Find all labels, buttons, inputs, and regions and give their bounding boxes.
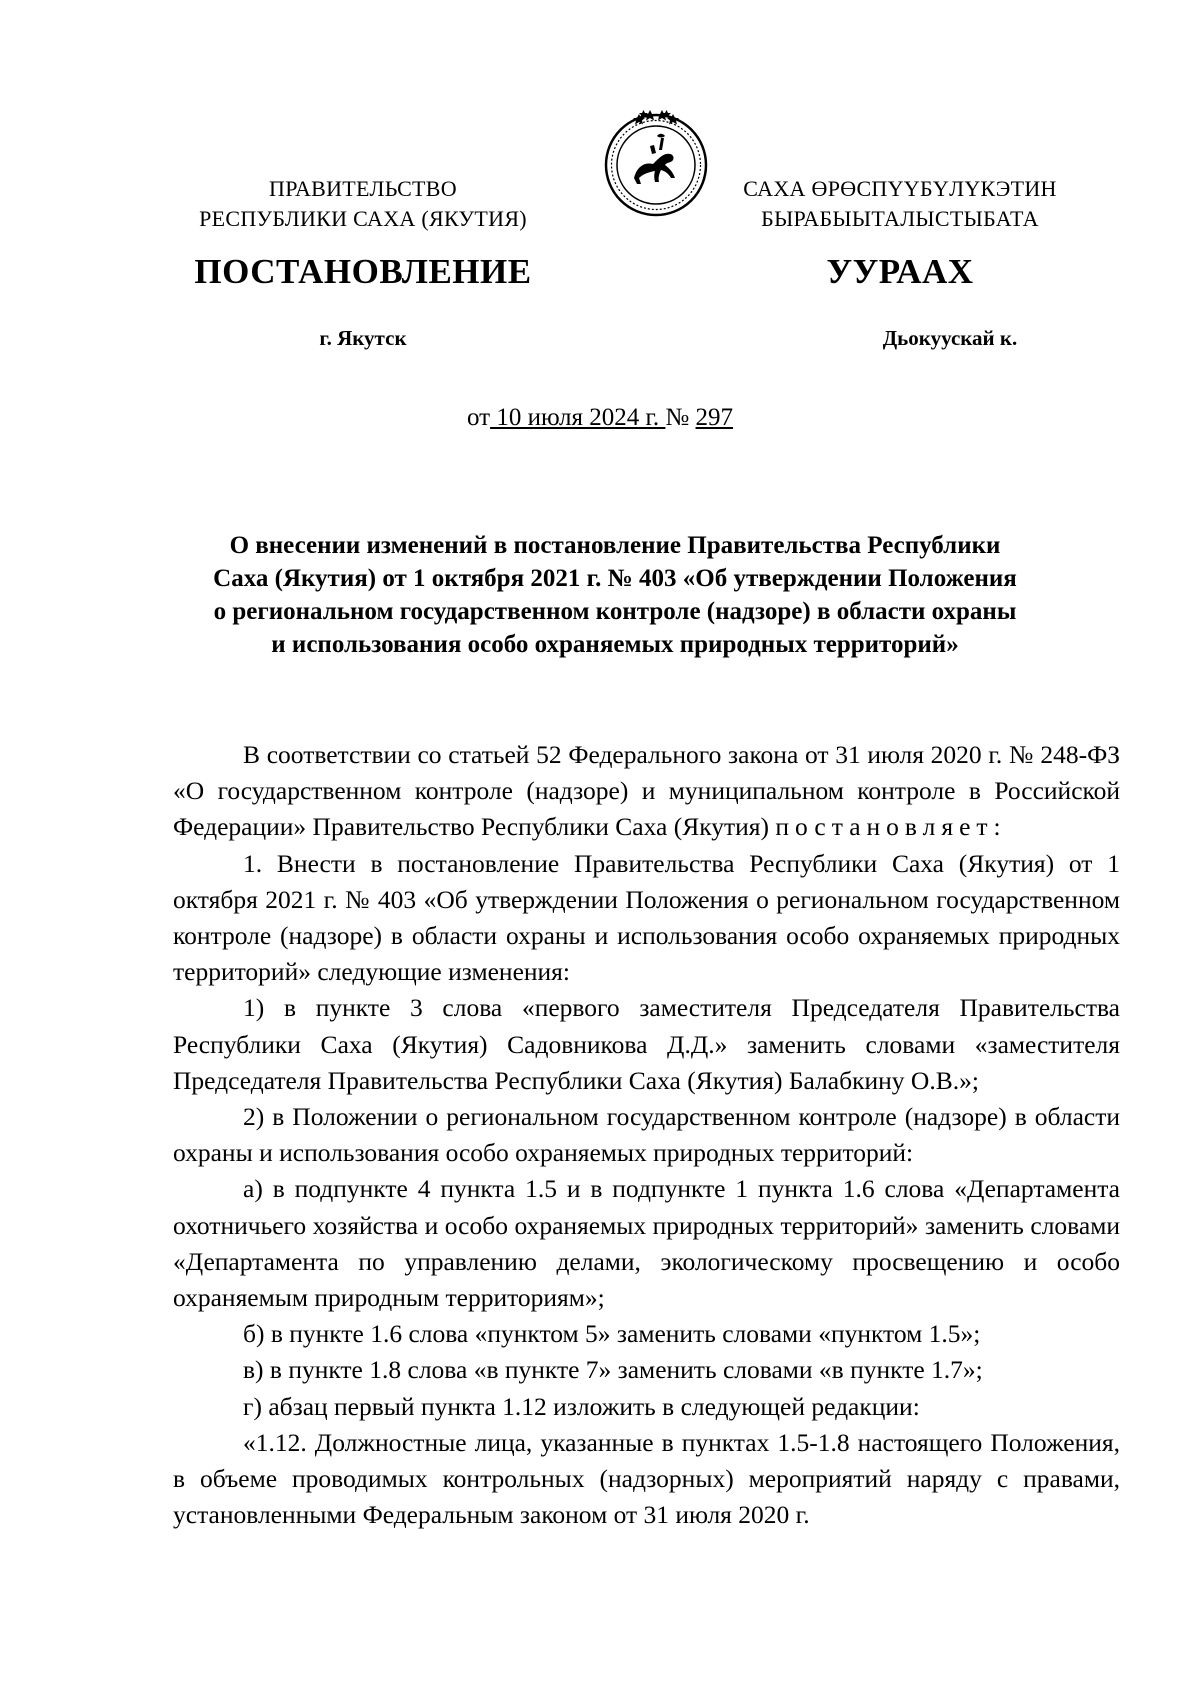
document-body [173,737,1120,1533]
body-paragraph: 1. Внести в постановление Правительства Республики Саха (Якутия) от 1 октября 2021 г. № 403 «Об утверждении Положения о региональном государственном контроле (надзоре) в области охраны и использования особо охраняемых природных территорий» следующие изменения: [173,848,1120,987]
document-type-sakha: УУРААХ [826,252,974,291]
org-line: САХА ӨРӨСПҮҮБҮЛҮКЭТИН [743,176,1057,201]
org-line: РЕСПУБЛИКИ САХА (ЯКУТИЯ) [199,206,527,231]
body-paragraph: а) в подпункте 4 пункта 1.5 и в подпункте 1 пункта 1.6 слова «Департамента охотничьего хозяйства и особо охраняемых природных территорий» заменить словами «Департамента по управлению делами, экологическому просвещению и особо охраняемым природным территориям»; [173,1174,1120,1313]
paragraph-text: В соответствии со статьей 52 Федерального закона от 31 июля 2020 г. № 248-ФЗ «О государственном контроле (надзоре) и муниципальном контроле в Российской Федерации» Правительство Республики Саха (Якутия) [173,740,1120,842]
document-date: 10 июля 2024 г. [490,404,666,431]
body-paragraph [173,737,1120,846]
document-number: 297 [695,404,734,431]
document-type-russian: ПОСТАНОВЛЕНИЕ [194,252,532,291]
government-name-sakha [700,174,1100,234]
body-paragraph: «1.12. Должностные лица, указанные в пунктах 1.5-1.8 настоящего Положения, в объеме проводимых контрольных (надзорных) мероприятий наряду с правами, установленными Федеральным законом от 31 июля 2020 г. [173,1427,1120,1530]
body-paragraph: 2) в Положении о региональном государственном контроле (надзоре) в области охраны и использования особо охраняемых природных территорий: [173,1102,1120,1168]
body-paragraph: 1) в пункте 3 слова «первого заместителя Председателя Правительства Республики Саха (Якутия) Садовникова Д.Д.» заменить словами «заместителя Председателя Правительства Республики Саха (Якутия) Балабкину О.В.»; [173,993,1120,1095]
title-line: О внесении изменений в постановление Правительства Республики [229,532,1001,559]
city-sakha: Дьокуускай к. [882,326,1018,350]
title-line: и использования особо охраняемых природных территорий» [271,631,959,658]
document-title [150,529,1080,661]
date-prefix: от [466,404,491,431]
number-sign: № [665,404,696,431]
city-russian: г. Якутск [319,326,407,350]
title-line: о региональном государственном контроле (надзоре) в области охраны [213,598,1017,625]
org-line: ПРАВИТЕЛЬСТВО [269,176,457,201]
org-line: БЫРАБЫЫТАЛЫСТЫБАТА [761,206,1039,231]
coat-of-arms-emblem-icon [601,108,711,218]
document-date-number [0,404,1200,432]
resolves-word: постановляет: [775,812,1007,842]
government-name-russian [163,174,563,234]
body-paragraph: б) в пункте 1.6 слова «пунктом 5» заменить словами «пунктом 1.5»; [243,1319,981,1349]
title-line: Саха (Якутия) от 1 октября 2021 г. № 403 «Об утверждении Положения [213,565,1017,592]
body-paragraph: в) в пункте 1.8 слова «в пункте 7» заменить словами «в пункте 1.7»; [243,1355,983,1385]
body-paragraph: г) абзац первый пункта 1.12 изложить в следующей редакции: [243,1391,920,1421]
